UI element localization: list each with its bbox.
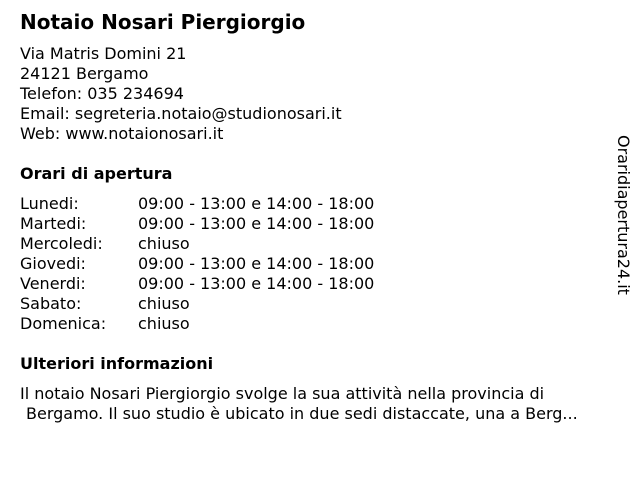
phone-number: Telefon: 035 234694: [20, 84, 184, 103]
site-watermark: [613, 135, 633, 311]
more-info-heading: Ulteriori informazioni: [20, 354, 214, 373]
time-value: chiuso: [138, 234, 190, 253]
time-value: chiuso: [138, 294, 190, 313]
day-label: Sabato:: [20, 294, 82, 313]
email-address: Email: segreteria.notaio@studionosari.it: [20, 104, 342, 123]
day-label: Giovedi:: [20, 254, 86, 273]
time-value: 09:00 - 13:00 e 14:00 - 18:00: [138, 274, 375, 293]
hours-row-wednesday: [20, 234, 374, 254]
watermark-text: Oraridiapertura24.it: [614, 135, 633, 295]
description-line: Il notaio Nosari Piergiorgio svolge la sua attività nella provincia di: [20, 384, 545, 403]
time-value: 09:00 - 13:00 e 14:00 - 18:00: [138, 254, 375, 273]
hours-row-monday: [20, 194, 374, 214]
day-label: Lunedi:: [20, 194, 79, 213]
city-postcode: 24121 Bergamo: [20, 64, 149, 83]
day-label: Mercoledi:: [20, 234, 103, 253]
day-label: Domenica:: [20, 314, 107, 333]
business-name: Notaio Nosari Piergiorgio: [20, 10, 306, 34]
more-info-text: [20, 384, 630, 424]
hours-row-thursday: [20, 254, 374, 274]
hours-row-tuesday: [20, 214, 374, 234]
time-value: chiuso: [138, 314, 190, 333]
opening-hours-table: [20, 194, 374, 334]
hours-row-friday: [20, 274, 374, 294]
opening-hours-heading: Orari di apertura: [20, 164, 173, 183]
day-label: Martedi:: [20, 214, 87, 233]
hours-row-sunday: [20, 314, 374, 334]
website: Web: www.notaionosari.it: [20, 124, 224, 143]
time-value: 09:00 - 13:00 e 14:00 - 18:00: [138, 214, 375, 233]
street-address: Via Matris Domini 21: [20, 44, 187, 63]
time-value: 09:00 - 13:00 e 14:00 - 18:00: [138, 194, 375, 213]
day-label: Venerdi:: [20, 274, 86, 293]
contact-block: [20, 44, 342, 144]
hours-row-saturday: [20, 294, 374, 314]
description-line: Bergamo. Il suo studio è ubicato in due sedi distaccate, una a Berg...: [26, 404, 578, 423]
